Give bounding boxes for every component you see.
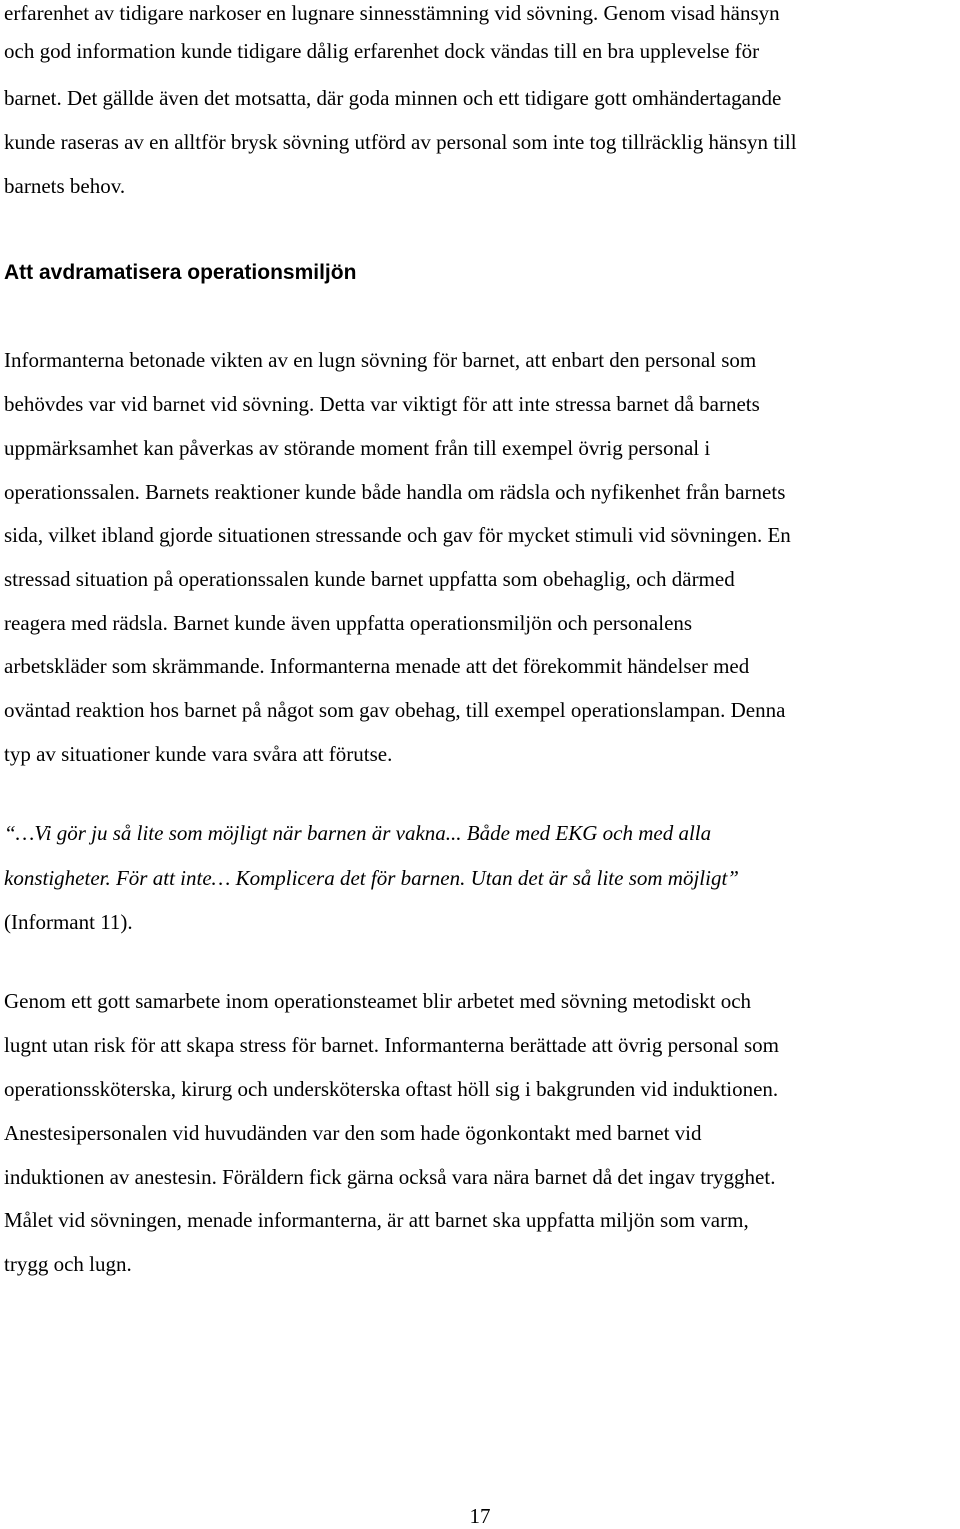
paragraph-line: operationssköterska, kirurg och undersköterska oftast höll sig i bakgrunden vid induktionen. <box>4 1077 779 1101</box>
quote-line: “…Vi gör ju så lite som möjligt när barnen är vakna... Både med EKG och med alla <box>4 821 712 845</box>
paragraph-line: barnets behov. <box>4 174 126 198</box>
paragraph-line: kunde raseras av en alltför brysk sövning utförd av personal som inte tog tillräcklig hänsyn till <box>4 130 797 154</box>
paragraph-line: sida, vilket ibland gjorde situationen stressande och gav för mycket stimuli vid sövningen. En <box>4 523 791 547</box>
paragraph-line: oväntad reaktion hos barnet på något som gav obehag, till exempel operationslampan. Denna <box>4 698 786 722</box>
paragraph-line: trygg och lugn. <box>4 1252 132 1276</box>
paragraph-line: behövdes var vid barnet vid sövning. Detta var viktigt för att inte stressa barnet då barnets <box>4 392 760 416</box>
paragraph-line: Målet vid sövningen, menade informanterna, är att barnet ska uppfatta miljön som varm, <box>4 1208 749 1232</box>
paragraph-line: och god information kunde tidigare dålig erfarenhet dock vändas till en bra upplevelse för <box>4 39 760 63</box>
paragraph-line: barnet. Det gällde även det motsatta, där goda minnen och ett tidigare gott omhändertagande <box>4 86 782 110</box>
paragraph-line: reagera med rädsla. Barnet kunde även uppfatta operationsmiljön och personalens <box>4 611 693 635</box>
paragraph-line: Informanterna betonade vikten av en lugn sövning för barnet, att enbart den personal som <box>4 348 757 372</box>
paragraph-line: Anestesipersonalen vid huvudänden var den som hade ögonkontakt med barnet vid <box>4 1121 702 1145</box>
quote-attribution: (Informant 11). <box>4 910 133 934</box>
page-number: 17 <box>469 1504 491 1528</box>
quote-line: konstigheter. För att inte… Komplicera det för barnen. Utan det är så lite som möjligt” <box>4 866 739 890</box>
paragraph-line: uppmärksamhet kan påverkas av störande moment från till exempel övrig personal i <box>4 436 711 460</box>
paragraph-line: stressad situation på operationssalen kunde barnet uppfatta som obehaglig, och därmed <box>4 567 735 591</box>
paragraph-line: erfarenhet av tidigare narkoser en lugnare sinnesstämning vid sövning. Genom visad hänsyn <box>4 1 780 25</box>
paragraph-line: operationssalen. Barnets reaktioner kunde både handla om rädsla och nyfikenhet från barnets <box>4 480 786 504</box>
section-heading: Att avdramatisera operationsmiljön <box>4 261 357 284</box>
paragraph-line: lugnt utan risk för att skapa stress för barnet. Informanterna berättade att övrig personal som <box>4 1033 780 1057</box>
paragraph-line: typ av situationer kunde vara svåra att förutse. <box>4 742 393 766</box>
paragraph-line: Genom ett gott samarbete inom operationsteamet blir arbetet med sövning metodiskt och <box>4 989 752 1013</box>
paragraph-line: arbetskläder som skrämmande. Informanterna menade att det förekommit händelser med <box>4 654 750 678</box>
paragraph-line: induktionen av anestesin. Föräldern fick gärna också vara nära barnet då det ingav trygghet. <box>4 1165 776 1189</box>
